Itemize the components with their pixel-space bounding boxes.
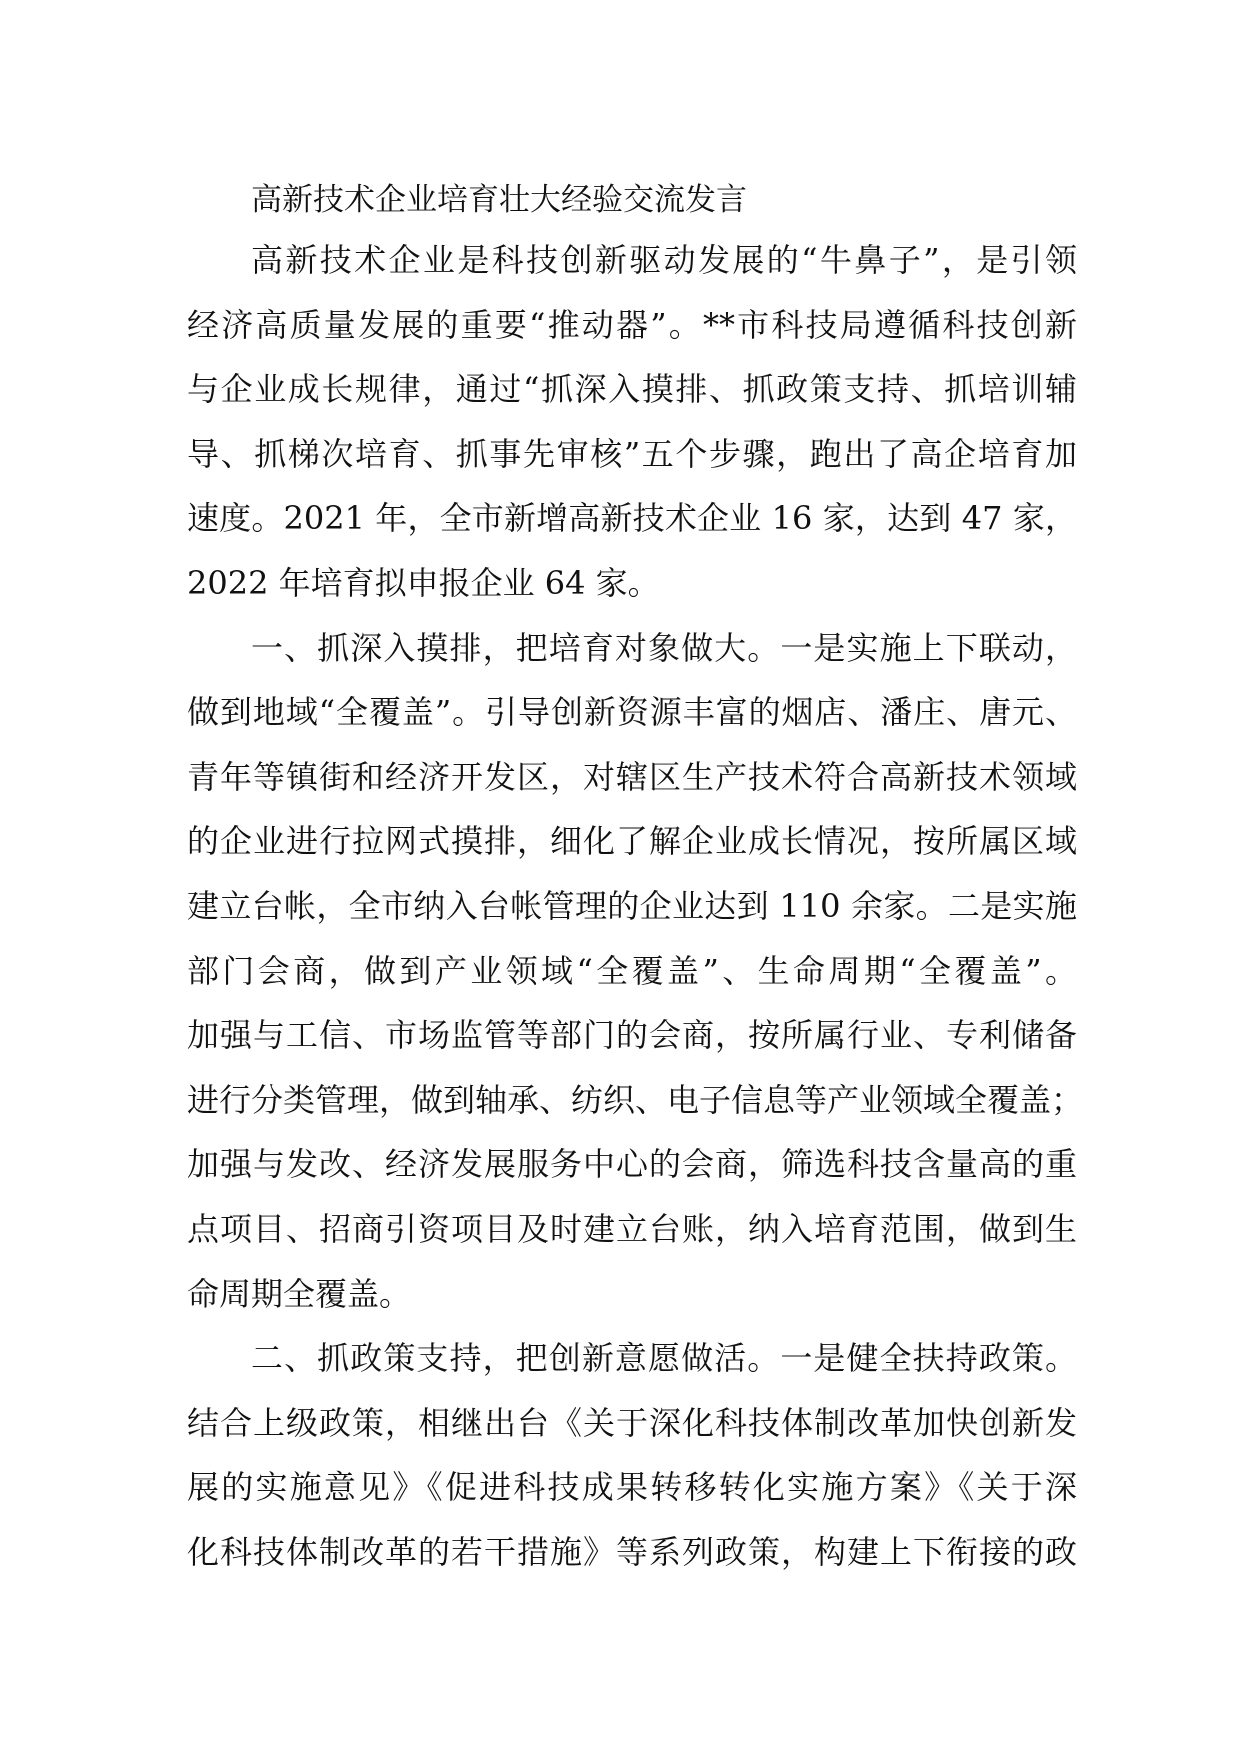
text-line: 加强与发改、经济发展服务中心的会商，筛选科技含量高的重 [187,1145,1077,1184]
text-line: 做到地域“全覆盖”。引导创新资源丰富的烟店、潘庄、唐元、 [187,693,1077,732]
document-body [187,172,1084,1584]
text-line: 经济高质量发展的重要“推动器”。**市科技局遵循科技创新 [187,305,1077,344]
text-line: 二、抓政策支持，把创新意愿做活。一是健全扶持政策。 [251,1339,1077,1378]
text-line: 导、抓梯次培育、抓事先审核”五个步骤，跑出了高企培育加 [187,434,1077,473]
text-line: 结合上级政策，相继出台《关于深化科技体制改革加快创新发 [187,1403,1077,1442]
text-line: 加强与工信、市场监管等部门的会商，按所属行业、专利储备 [187,1016,1077,1055]
text-line: 建立台帐，全市纳入台帐管理的企业达到 110 余家。二是实施 [187,886,1077,925]
document-text [187,228,1084,1584]
text-line: 的企业进行拉网式摸排，细化了解企业成长情况，按所属区域 [187,822,1077,861]
text-line: 一、抓深入摸排，把培育对象做大。一是实施上下联动， [251,628,1077,667]
text-line: 进行分类管理，做到轴承、纺织、电子信息等产业领域全覆盖； [187,1080,1084,1119]
text-line: 点项目、招商引资项目及时建立台账，纳入培育范围，做到生 [187,1209,1077,1248]
text-line: 青年等镇街和经济开发区，对辖区生产技术符合高新技术领域 [187,757,1077,796]
text-line: 化科技体制改革的若干措施》等系列政策，构建上下衔接的政 [187,1532,1077,1571]
text-line: 与企业成长规律，通过“抓深入摸排、抓政策支持、抓培训辅 [187,370,1077,409]
text-line: 命周期全覆盖。 [187,1274,412,1313]
text-line: 展的实施意见》《促进科技成果转移转化实施方案》《关于深 [187,1468,1077,1507]
document-title: 高新技术企业培育壮大经验交流发言 [251,182,747,218]
text-line: 2022 年培育拟申报企业 64 家。 [187,563,660,602]
text-line: 高新技术企业是科技创新驱动发展的“牛鼻子”，是引领 [251,241,1077,279]
text-line: 部门会商，做到产业领域“全覆盖”、生命周期“全覆盖”。 [187,951,1077,990]
text-line: 速度。2021 年，全市新增高新技术企业 16 家，达到 47 家， [187,499,1077,538]
